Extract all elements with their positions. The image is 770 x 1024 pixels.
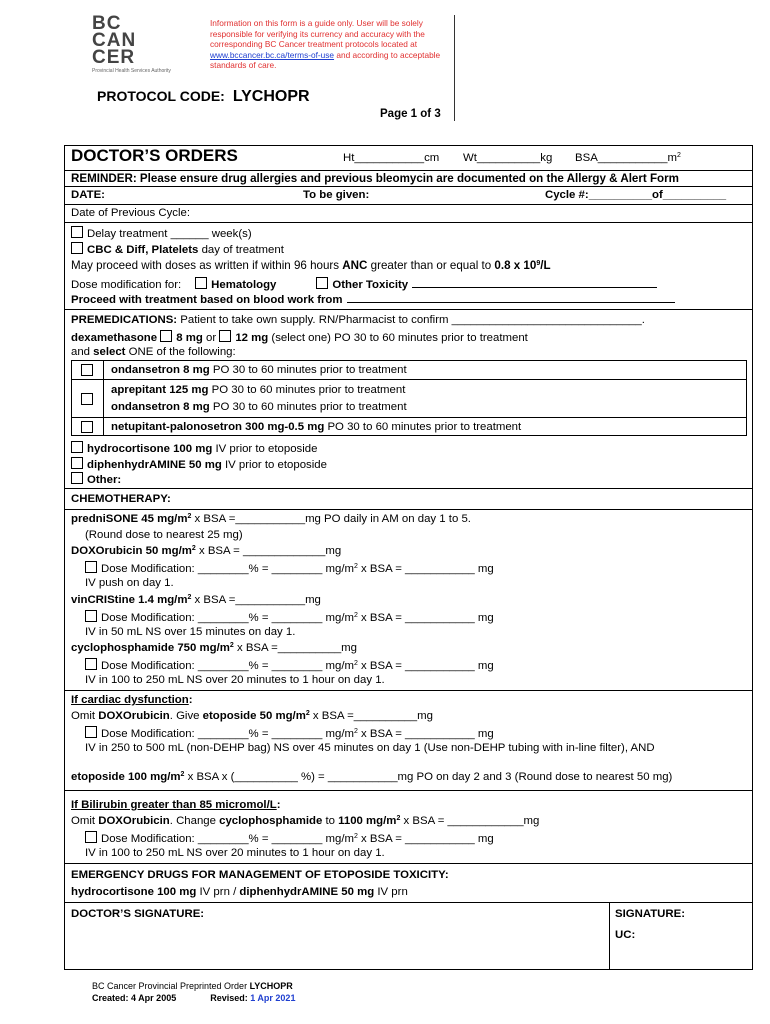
cbc-order: CBC & Diff, Platelets day of treatment [71, 242, 284, 256]
bili-dose-mod-checkbox[interactable] [85, 831, 97, 843]
hematology-checkbox[interactable] [195, 277, 207, 289]
doctors-orders-form [64, 145, 753, 970]
dose-modification-row: Dose modification for: Hematology Other Toxicity [71, 277, 657, 291]
terms-link[interactable]: www.bccancer.bc.ca/terms-of-use [210, 49, 335, 60]
height-field[interactable]: Ht___________cm [343, 152, 440, 164]
cyclophosphamide-dose-mod: Dose Modification: ________% = ________ $mg/m^2$ x BSA = ___________ mg [85, 658, 494, 672]
dexamethasone-row: dexamethasone 8 mg or 12 mg (select one) PO 30 to 60 minutes prior to treatment [71, 332, 528, 344]
option-aprepitant: aprepitant 125 mg PO 30 to 60 minutes prior to treatment [111, 384, 406, 396]
etoposide-dose-mod-checkbox[interactable] [85, 726, 97, 738]
vincristine-dose-mod: Dose Modification: ________% = ________ $mg/m^2$ x BSA = ___________ mg [85, 610, 494, 624]
footer: BC Cancer Provincial Preprinted Order LYCHOPR Created: 4 Apr 2005 Revised: 1 Apr 2021 [92, 981, 296, 1003]
previous-cycle[interactable]: Date of Previous Cycle: [71, 207, 191, 219]
dex-8mg-checkbox[interactable] [160, 330, 172, 342]
bc-cancer-logo: BC CAN CER Provincial Health Services Authority [92, 13, 171, 74]
date-field[interactable]: DATE: [71, 189, 105, 201]
vin-dose-mod-checkbox[interactable] [85, 610, 97, 622]
doctor-signature-label: DOCTOR’S SIGNATURE: [71, 908, 205, 920]
delay-treatment: Delay treatment ______ week(s) [71, 226, 252, 240]
other-premed: Other: [71, 472, 121, 486]
divider [454, 15, 455, 121]
bsa-field[interactable]: $BSA\_\_\_\_\_\_\_\_\_\_\_m^2$ [575, 152, 681, 164]
chemotherapy-title: CHEMOTHERAPY: [71, 493, 171, 505]
uc-label: UC: [615, 929, 636, 941]
doxorubicin-route: IV push on day 1. [85, 577, 174, 589]
bilirubin-change: Omit DOXOrubicin. Change cyclophosphamide to 1100 $mg/m^2$ x BSA = ____________mg [71, 815, 540, 827]
protocol-code: PROTOCOL CODE: LYCHOPR [97, 88, 310, 105]
option-netupitant: netupitant-palonosetron 300 mg-0.5 mg PO 30 to 60 minutes prior to treatment [111, 421, 522, 433]
cardiac-etoposide-iv: Omit DOXOrubicin. Give etoposide 50 $mg/m^2$ x BSA =__________mg [71, 710, 433, 722]
diphenhydramine-premed: diphenhydrAMINE 50 mg IV prior to etoposide [71, 457, 327, 471]
doctor-signature-field[interactable] [65, 902, 609, 969]
prednisone-rounding: (Round dose to nearest 25 mg) [85, 529, 243, 541]
vincristine-order: vinCRIStine 1.4 $mg/m^2$ x BSA =___________mg [71, 594, 321, 606]
hydrocortisone-checkbox[interactable] [71, 441, 83, 453]
netupitant-checkbox[interactable] [81, 421, 93, 433]
emergency-title: EMERGENCY DRUGS FOR MANAGEMENT OF ETOPOSIDE TOXICITY: [71, 869, 449, 881]
bilirubin-dose-mod: Dose Modification: ________% = ________ $mg/m^2$ x BSA = ___________ mg [85, 831, 494, 845]
other-premed-checkbox[interactable] [71, 472, 83, 484]
reminder: REMINDER: Please ensure drug allergies and previous bleomycin are documented on the Allergy & Alert Form [71, 172, 679, 185]
cardiac-etoposide-route: IV in 250 to 500 mL (non-DEHP bag) NS over 45 minutes on day 1 (Use non-DEHP tubing with in-line filter), AND [85, 742, 655, 754]
dex-12mg-checkbox[interactable] [219, 330, 231, 342]
delay-checkbox[interactable] [71, 226, 83, 238]
to-be-given[interactable]: To be given: [303, 189, 370, 201]
select-one: and select ONE of the following: [71, 346, 236, 358]
page-number: Page 1 of 3 [380, 108, 441, 120]
proceed-anc: May proceed with doses as written if within 96 hours ANC greater than or equal to 0.8 x $10^9/L$ [71, 259, 551, 272]
option-ondansetron: ondansetron 8 mg PO 30 to 60 minutes prior to treatment [111, 364, 407, 376]
cyc-dose-mod-checkbox[interactable] [85, 658, 97, 670]
cardiac-dose-mod: Dose Modification: ________% = ________ $mg/m^2$ x BSA = ___________ mg [85, 726, 494, 740]
cycle-field[interactable]: Cycle #:__________of__________ [545, 189, 727, 201]
other-toxicity-checkbox[interactable] [316, 277, 328, 289]
ondansetron-checkbox[interactable] [81, 364, 93, 376]
vincristine-route: IV in 50 mL NS over 15 minutes on day 1. [85, 626, 296, 638]
cyclophosphamide-order: cyclophosphamide 750 $mg/m^2$ x BSA =__________mg [71, 642, 357, 654]
cardiac-etoposide-po: etoposide 100 $mg/m^2$ x BSA x (__________ %) = ___________mg PO on day 2 and 3 (Round dose to nearest 50 mg) [71, 771, 673, 783]
premedications-title: PREMEDICATIONS: Patient to take own supply. RN/Pharmacist to confirm ______________________________. [71, 314, 645, 326]
diphenhydramine-checkbox[interactable] [71, 457, 83, 469]
aprepitant-checkbox[interactable] [81, 393, 93, 405]
doxorubicin-order: DOXOrubicin 50 $mg/m^2$ x BSA = _____________mg [71, 545, 342, 557]
form-title: DOCTOR’S ORDERS [71, 146, 238, 165]
prednisone-order: predniSONE 45 $mg/m^2$ x BSA =___________mg PO daily in AM on day 1 to 5. [71, 513, 471, 525]
dox-dose-mod-checkbox[interactable] [85, 561, 97, 573]
bilirubin-title: If Bilirubin greater than 85 micromol/L: [71, 799, 281, 811]
proceed-bloodwork[interactable]: Proceed with treatment based on blood work from [71, 294, 675, 306]
cardiac-title: If cardiac dysfunction: [71, 694, 193, 706]
cbc-checkbox[interactable] [71, 242, 83, 254]
option-aprepitant-ondansetron: ondansetron 8 mg PO 30 to 60 minutes prior to treatment [111, 401, 407, 413]
signature-label: SIGNATURE: [615, 908, 686, 920]
doxorubicin-dose-mod: Dose Modification: ________% = ________ $mg/m^2$ x BSA = ___________ mg [85, 561, 494, 575]
hydrocortisone-premed: hydrocortisone 100 mg IV prior to etoposide [71, 441, 317, 455]
disclaimer: Information on this form is a guide only. User will be solely responsible for verifying its currency and accuracy with the corresponding BC Cancer treatment protocols located at www.bccancer.bc.ca/terms-of-use and according to acceptable standards of care. [210, 18, 441, 71]
weight-field[interactable]: Wt__________kg [463, 152, 553, 164]
bilirubin-route: IV in 100 to 250 mL NS over 20 minutes to 1 hour on day 1. [85, 847, 385, 859]
emergency-drugs: hydrocortisone 100 mg IV prn / diphenhydrAMINE 50 mg IV prn [71, 886, 408, 898]
cyclophosphamide-route: IV in 100 to 250 mL NS over 20 minutes to 1 hour on day 1. [85, 674, 385, 686]
